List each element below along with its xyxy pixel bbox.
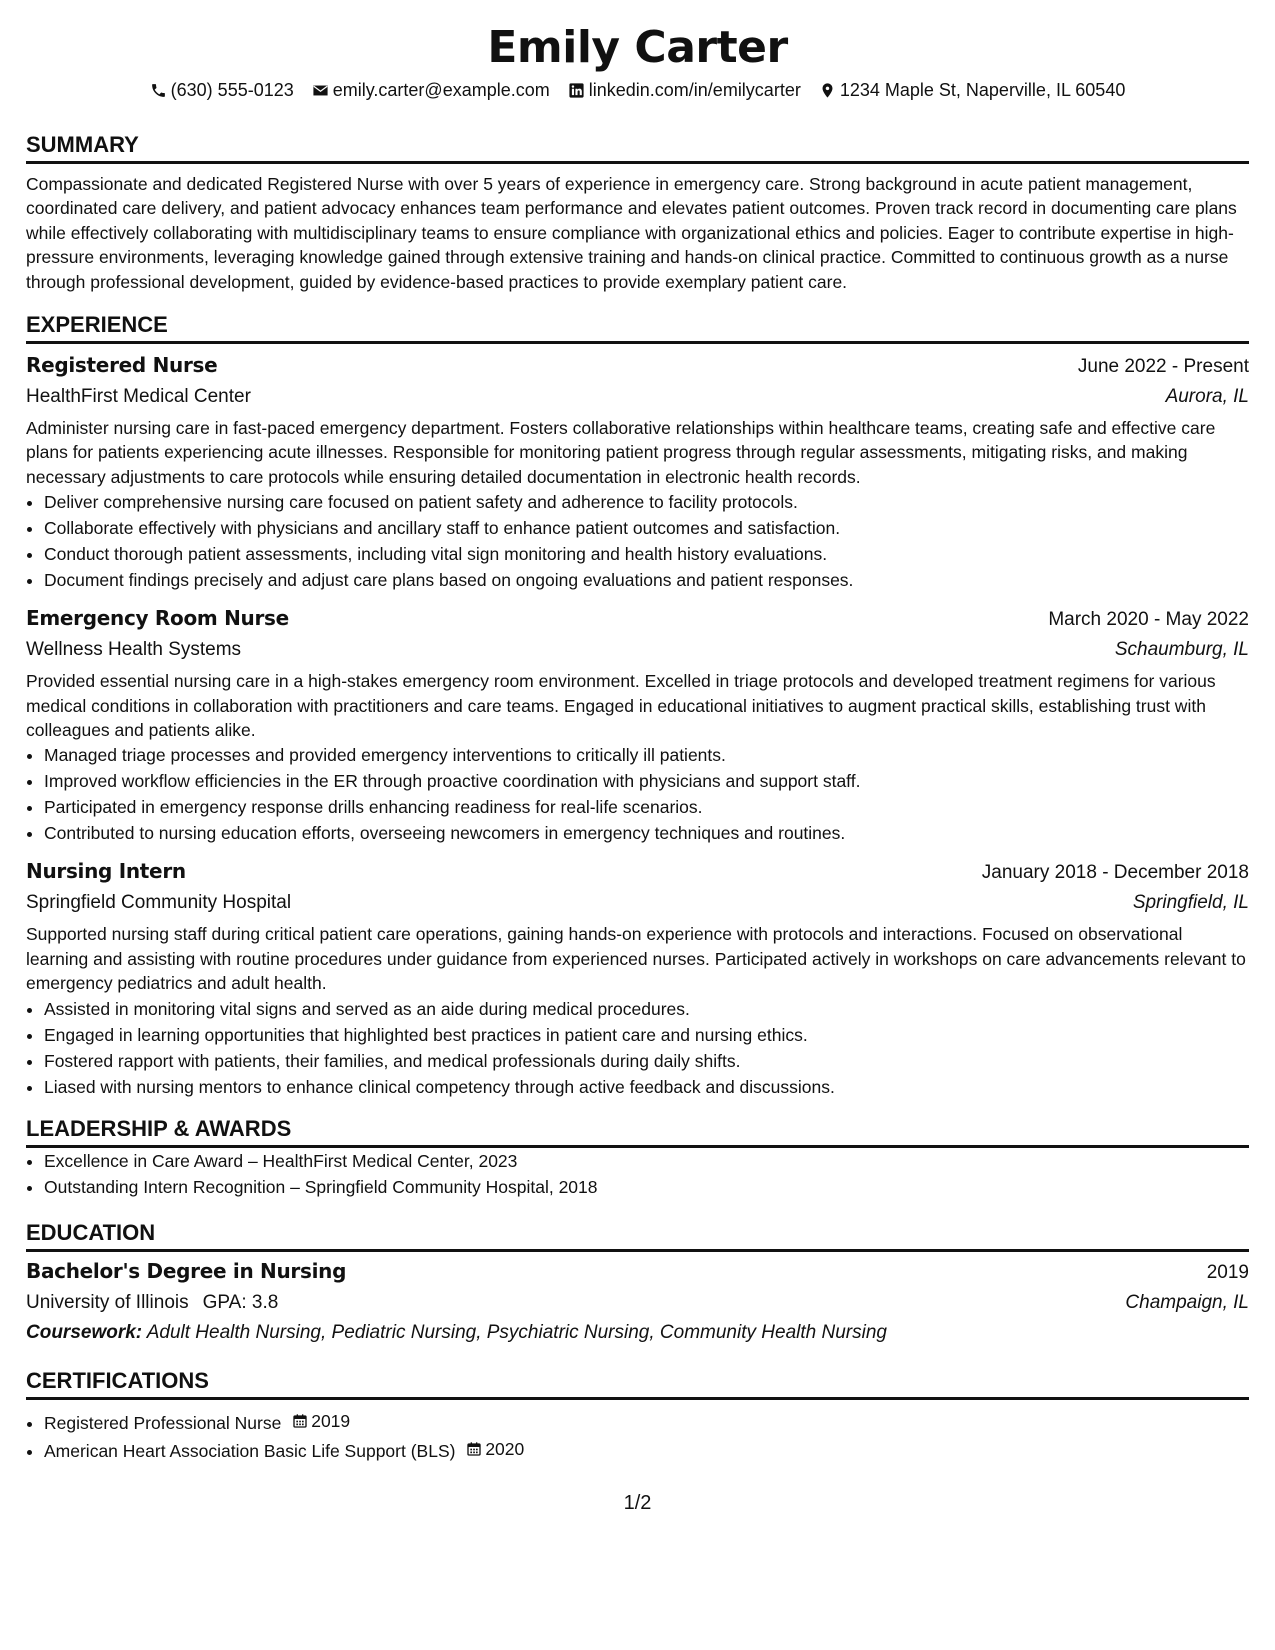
calendar-icon [466,1441,482,1457]
job-title: Registered Nurse [26,353,218,378]
certification-date [466,1436,524,1462]
experience-heading: EXPERIENCE [26,312,1249,344]
contact-email[interactable] [312,78,550,102]
list-item: • Engaged in learning opportunities that highlighted best practices in patient care and nursing ethics. [44,1022,1249,1048]
education-heading: EDUCATION [26,1220,1249,1252]
list-item: • Liased with nursing mentors to enhance clinical competency through active feedback and discussions. [44,1074,1249,1100]
certifications-list [26,1408,1249,1464]
certifications-heading: CERTIFICATIONS [26,1368,1249,1400]
certification-year: 2020 [485,1438,525,1459]
list-item: • Managed triage processes and provided emergency interventions to critically ill patients. [44,742,1249,768]
job-entry [26,350,1249,593]
job-dates: June 2022 - Present [1077,356,1249,378]
summary-heading: SUMMARY [26,132,1249,164]
certifications-section [26,1368,1249,1464]
calendar-icon [292,1413,308,1429]
map-pin-icon [819,82,836,99]
list-item: • Deliver comprehensive nursing care focused on patient safety and adherence to facility protocols. [44,489,1249,515]
awards-section [26,1116,1249,1200]
job-title: Emergency Room Nurse [26,606,289,631]
list-item: • Outstanding Intern Recognition – Springfield Community Hospital, 2018 [44,1174,1249,1200]
job-title: Nursing Intern [26,859,186,884]
job-dates: January 2018 - December 2018 [981,862,1249,884]
job-location: Aurora, IL [1165,386,1249,408]
awards-list [26,1148,1249,1200]
coursework-line [26,1318,1249,1348]
certification-name: Registered Professional Nurse [44,1412,282,1433]
certification-year: 2019 [311,1410,351,1431]
list-item: • Assisted in monitoring vital signs and served as an aide during medical procedures. [44,996,1249,1022]
contact-linkedin[interactable] [568,78,801,102]
list-item: • Collaborate effectively with physicians and ancillary staff to enhance patient outcomes and satisfaction. [44,515,1249,541]
phone-icon [150,82,167,99]
job-description: Provided essential nursing care in a high-stakes emergency room environment. Excelled in triage protocols and developed treatment regimens for various medical conditions in collaboration with practitioners and care teams. Engaged in educational initiatives to augment practical skills, establishing trust with colleagues and patients alike. [26,671,1216,741]
contact-linkedin-text: linkedin.com/in/emilycarter [588,80,801,100]
job-bullets [26,996,1249,1100]
list-item [44,1436,1249,1464]
job-entry [26,856,1249,1099]
coursework-list: Adult Health Nursing, Pediatric Nursing, Psychiatric Nursing, Community Health Nursing [146,1321,887,1343]
job-organization: HealthFirst Medical Center [26,386,251,408]
contact-phone-text: (630) 555-0123 [170,80,294,100]
experience-section [26,312,1249,1100]
list-item: • Conduct thorough patient assessments, including vital sign monitoring and health history evaluations. [44,541,1249,567]
list-item: • Fostered rapport with patients, their families, and medical professionals during daily shifts. [44,1048,1249,1074]
page-number: 1/2 [623,1492,652,1514]
list-item: • Contributed to nursing education efforts, overseeing newcomers in emergency techniques and routines. [44,820,1249,846]
job-organization: Wellness Health Systems [26,639,242,661]
contact-phone[interactable] [150,78,294,102]
list-item [44,1408,1249,1436]
job-description: Supported nursing staff during critical patient care operations, gaining hands-on experience with protocols and interactions. Focused on observational learning and assisting with routine procedures under guidance from experienced nurses. Participated actively in workshops on care advancements relevant to emergency pediatrics and adult health. [26,924,1246,994]
list-item: • Excellence in Care Award – HealthFirst Medical Center, 2023 [44,1148,1249,1174]
contact-bar [26,78,1249,102]
summary-text: Compassionate and dedicated Registered Nurse with over 5 years of experience in emergency care. Strong background in acute patient management, coordinated care delivery, and patient advocacy enhances team performance and elevates patient outcomes. Proven track record in documenting care plans while effectively collaborating with multidisciplinary teams to ensure compliance with organizational ethics and policies. Eager to contribute expertise in high-pressure environments, leveraging knowledge gained through extensive training and hands-on clinical practice. Committed to continuous growth as a nurse through professional development, guided by evidence-based practices to provide exemplary patient care. [26,174,1237,292]
certification-name: American Heart Association Basic Life Support (BLS) [44,1440,456,1461]
list-item: • Participated in emergency response drills enhancing readiness for real-life scenarios. [44,794,1249,820]
candidate-name: Emily Carter [487,22,788,73]
job-bullets [26,742,1249,846]
awards-heading: LEADERSHIP & AWARDS [26,1116,1249,1148]
list-item: • Improved workflow efficiencies in the ER through proactive coordination with physicians and support staff. [44,768,1249,794]
gpa: GPA: 3.8 [202,1291,279,1313]
coursework-label: Coursework: [26,1321,143,1343]
summary-section [26,132,1249,294]
job-dates: March 2020 - May 2022 [1048,609,1249,631]
school-line [26,1288,278,1318]
job-location: Springfield, IL [1132,892,1249,914]
certification-date [292,1408,350,1434]
linkedin-icon [568,82,585,99]
contact-email-text: emily.carter@example.com [332,80,550,100]
contact-address [819,78,1126,102]
envelope-icon [312,82,329,99]
contact-address-text: 1234 Maple St, Naperville, IL 60540 [839,80,1126,100]
graduation-year: 2019 [1206,1261,1249,1283]
education-section [26,1220,1249,1348]
education-entry [26,1256,1249,1348]
job-location: Schaumburg, IL [1114,639,1249,661]
job-bullets [26,489,1249,593]
job-entry [26,603,1249,846]
school-location: Champaign, IL [1125,1291,1249,1313]
job-organization: Springfield Community Hospital [26,892,292,914]
job-description: Administer nursing care in fast-paced emergency department. Fosters collaborative relationships within healthcare teams, creating safe and effective care plans for patients experiencing acute illnesses. Responsible for monitoring patient progress through regular assessments, mitigating risks, and making necessary adjustments to care protocols while ensuring detailed documentation in electronic health records. [26,418,1216,487]
list-item: • Document findings precisely and adjust care plans based on ongoing evaluations and patient responses. [44,567,1249,593]
school-name: University of Illinois [26,1291,189,1313]
degree-title: Bachelor's Degree in Nursing [26,1258,347,1283]
